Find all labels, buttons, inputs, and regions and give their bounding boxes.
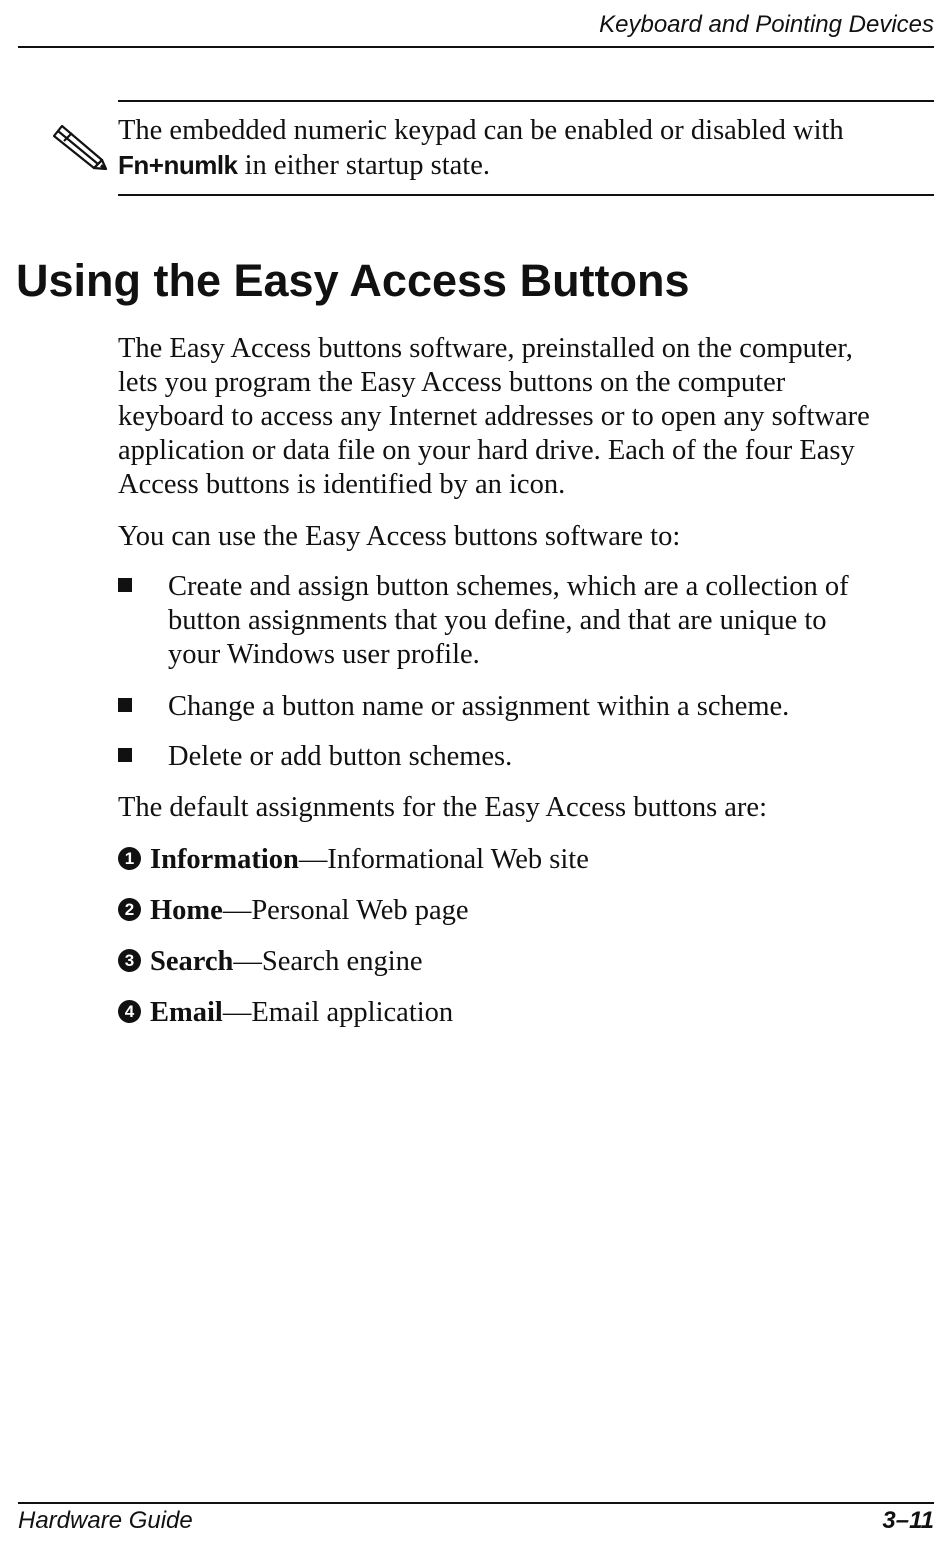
circled-number-2: 2 [118, 898, 141, 921]
note-line-2 [118, 148, 934, 183]
intro-line: application or data file on your hard drive. Each of the four Easy [118, 435, 855, 466]
footer-page-number: 3–11 [882, 1507, 934, 1534]
assignment-desc: —Email application [222, 997, 454, 1028]
square-bullet-icon [118, 690, 138, 724]
bullet-line: Change a button name or assignment within a scheme. [168, 691, 790, 722]
running-header: Keyboard and Pointing Devices [599, 11, 934, 38]
header-rule [18, 46, 934, 48]
defaults-intro-paragraph: The default assignments for the Easy Access buttons are: [118, 792, 767, 823]
assignment-item [118, 996, 453, 1030]
assignment-desc: —Personal Web page [222, 895, 469, 926]
assignment-item [118, 894, 469, 928]
assignment-item [118, 945, 423, 979]
bullet-text [168, 740, 512, 774]
bullet-text [168, 690, 789, 724]
intro-line: The Easy Access buttons software, preinstalled on the computer, [118, 333, 853, 364]
bullet-text [168, 570, 849, 672]
assignment-name: Search [150, 946, 234, 977]
bullet-line: your Windows user profile. [168, 639, 480, 670]
note-line-1: The embedded numeric keypad can be enabled or disabled with [118, 115, 844, 146]
bullet-line: Delete or add button schemes. [168, 741, 513, 772]
footer-rule [18, 1502, 934, 1504]
intro-line: Access buttons is identified by an icon. [118, 469, 566, 500]
intro-paragraph [118, 332, 934, 502]
note-line-2-rest: in either startup state. [237, 150, 490, 181]
circled-number-1: 1 [118, 847, 141, 870]
pencil-note-icon [48, 120, 108, 170]
square-bullet-icon [118, 570, 138, 604]
assignment-name: Home [150, 895, 223, 926]
intro-line: keyboard to access any Internet addresses or to open any software [118, 401, 870, 432]
key-combo: Fn+numlk [118, 150, 238, 180]
bullet-line: button assignments that you define, and that are unique to [168, 605, 827, 636]
intro-line: lets you program the Easy Access buttons on the computer [118, 367, 786, 398]
circled-number-4: 4 [118, 1000, 141, 1023]
assignment-desc: —Informational Web site [298, 844, 589, 875]
use-intro-paragraph: You can use the Easy Access buttons software to: [118, 521, 681, 552]
square-bullet-icon [118, 740, 138, 774]
assignment-item [118, 843, 589, 877]
assignment-desc: —Search engine [233, 946, 423, 977]
note-top-rule [118, 100, 934, 102]
bullet-line: Create and assign button schemes, which are a collection of [168, 571, 849, 602]
assignment-name: Information [150, 844, 299, 875]
assignment-name: Email [150, 997, 223, 1028]
note-bottom-rule [118, 194, 934, 196]
section-heading: Using the Easy Access Buttons [16, 255, 690, 306]
note-text [118, 114, 934, 183]
footer-guide-name: Hardware Guide [18, 1507, 193, 1534]
circled-number-3: 3 [118, 949, 141, 972]
